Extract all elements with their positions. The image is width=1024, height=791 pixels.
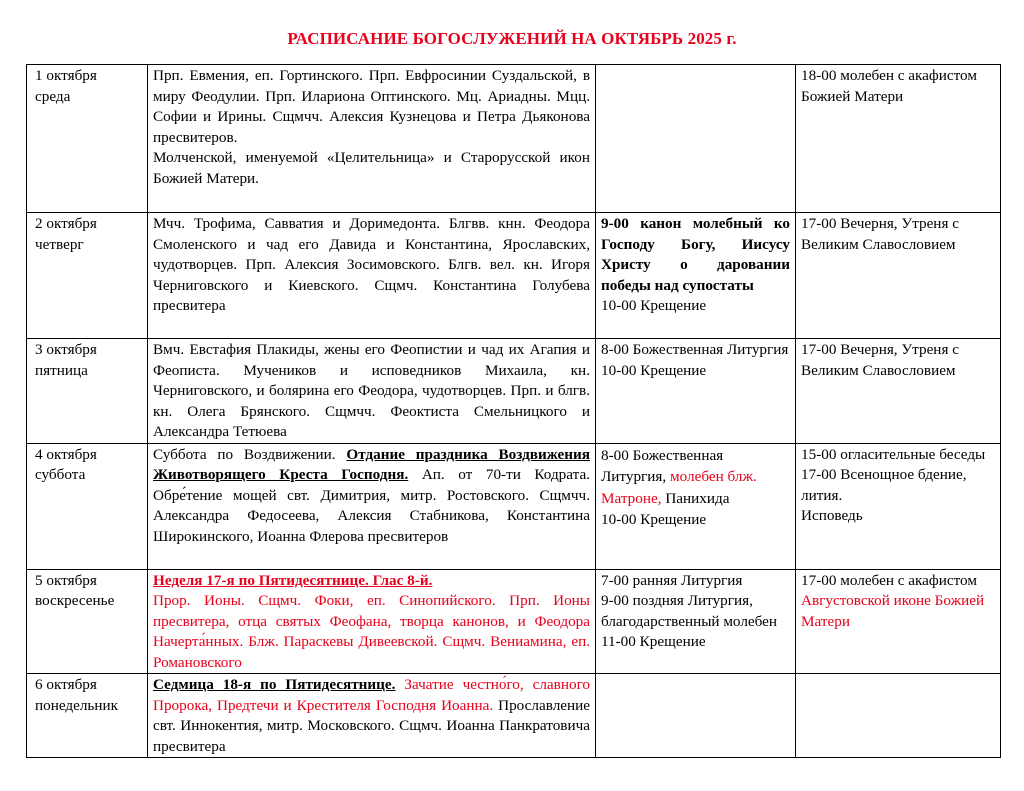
saints-cell [148,674,596,758]
feast-title: Отдание праздника Воздвижения Животворящего Креста Господня. [153,445,590,483]
evening-service: 17-00 молебен с акафистом [801,571,977,589]
saints-cell [148,443,596,569]
week-heading: Неделя 17-я по Пятидесятнице. Глас 8-й. [153,571,433,589]
table-row [27,443,1001,569]
morning-service: 11-00 Крещение [601,633,706,650]
evening-cell [796,65,1001,213]
weekday: среда [35,87,71,105]
evening-service: 17-00 Вечерня, Утреня с Великим Славословием [801,215,959,253]
saints-cell [148,569,596,674]
evening-cell [796,674,1001,758]
morning-service: 10-00 Крещение [601,297,707,314]
date: 1 октября [35,67,97,84]
date: 2 октября [35,215,97,232]
schedule-table [26,64,1001,758]
evening-service-red: Августовской иконе Божией Матери [801,592,985,630]
morning-cell [596,569,796,674]
evening-service: 17-00 Всенощное бдение, лития. [801,466,967,504]
morning-service: Панихида [665,489,730,507]
table-row [27,674,1001,758]
date-cell [27,213,148,339]
weekday: пятница [35,361,88,379]
saints-cell [148,65,596,213]
evening-cell [796,213,1001,339]
saints-text: Прор. Ионы. Сщмч. Фоки, еп. Синопийского. Прп. Ионы пресвитера, отца святых Феофана, творца канонов, и Феодора Начерта́нных. Блж. Параскевы Дивеевской. Сщмч. Вениамина, еп. Романовского [153,592,590,671]
date: 6 октября [35,676,97,693]
saints-text: Ап. от 70-ти Кодрата. Обре́тение мощей свт. Димитрия, митр. Ростовского. Сщмчч. Александра Федосеева, Алексия Стабникова, Константина Широкинского, Иоанна Флерова пресвитеров [153,466,590,545]
morning-service: 7-00 ранняя Литургия [601,571,743,589]
morning-service: 8-00 Божественная Литургия [601,341,789,358]
evening-service: 18-00 молебен с акафистом Божией Матери [801,67,977,105]
saints-text: Мчч. Трофима, Савватия и Доримедонта. Блгвв. кнн. Феодора Смоленского и чад его Давида и Константина, Ярославских, чудотворцев. Прп. Алексия Зосимовского. Блгв. вел. кн. Игоря Черниговского и Киевского. Сщмч. Константина Голубева пресвитера [153,215,590,314]
saints-cell [148,213,596,339]
table-row [27,65,1001,213]
morning-cell [596,674,796,758]
morning-service: 9-00 поздняя Литургия, благодарственный молебен [601,592,778,630]
date: 4 октября [35,445,97,463]
evening-service: Исповедь [801,507,863,524]
saints-cell [148,339,596,444]
morning-service-bold: 9-00 канон молебный ко Господу Богу, Иисусу Христу о даровании победы над супостаты [601,215,790,294]
saints-text: Прославление свт. Иннокентия, митр. Московского. Сщмч. Иоанна Панкратовича пресвитера [153,696,591,755]
evening-service: 15-00 огласительные беседы [801,445,986,463]
date-cell [27,65,148,213]
morning-cell [596,213,796,339]
morning-service-red: молебен блж. Матроне, [601,468,757,507]
evening-cell [796,443,1001,569]
morning-service: 10-00 Крещение [601,361,707,379]
morning-cell [596,65,796,213]
feast-title: Зачатие честно́го, славного Пророка, Предтечи и Крестителя Господня Иоанна. [153,676,591,714]
evening-cell [796,569,1001,674]
evening-cell [796,339,1001,444]
weekday: понедельник [35,696,118,714]
page-title: РАСПИСАНИЕ БОГОСЛУЖЕНИЙ НА ОКТЯБРЬ 2025 г. [287,29,737,48]
evening-service: 17-00 Вечерня, Утреня с Великим Славословием [801,341,959,379]
table-row [27,569,1001,674]
table-row [27,213,1001,339]
table-row [27,339,1001,444]
saints-text: Прп. Евмения, еп. Гортинского. Прп. Евфросинии Суздальской, в миру Феодулии. Прп. Илариона Оптинского. Мц. Ариадны. Мцц. Софии и Ирины. Сщмчч. Алексия Кузнецова и Петра Дьяконова пресвитеров. [153,67,590,146]
date: 3 октября [35,341,97,358]
saints-text: Вмч. Евстафия Плакиды, жены его Феопистии и чад их Агапия и Феописта. Мучеников и исповедников Михаила, кн. Черниговского, и болярина его Феодора, чудотворцев. Прп. и блгв. кн. Олега Брянского. Сщмчч. Феоктиста Смельницкого и Александра Тетюева [153,341,590,440]
morning-cell [596,443,796,569]
date-cell [27,443,148,569]
saints-text-2: Молченской, именуемой «Целительница» и Старорусской икон Божией Матери. [153,149,590,187]
date: 5 октября [35,571,97,589]
morning-service: 10-00 Крещение [601,511,707,528]
date-cell [27,674,148,758]
weekday: суббота [35,466,86,483]
weekday: воскресенье [35,592,115,609]
date-cell [27,339,148,444]
date-cell [27,569,148,674]
morning-cell [596,339,796,444]
saints-intro: Суббота по Воздвижении. [153,445,336,463]
week-heading: Седмица 18-я по Пятидесятнице. [153,676,396,693]
morning-service: 8-00 Божественная Литургия, [601,446,724,485]
weekday: четверг [35,235,84,253]
